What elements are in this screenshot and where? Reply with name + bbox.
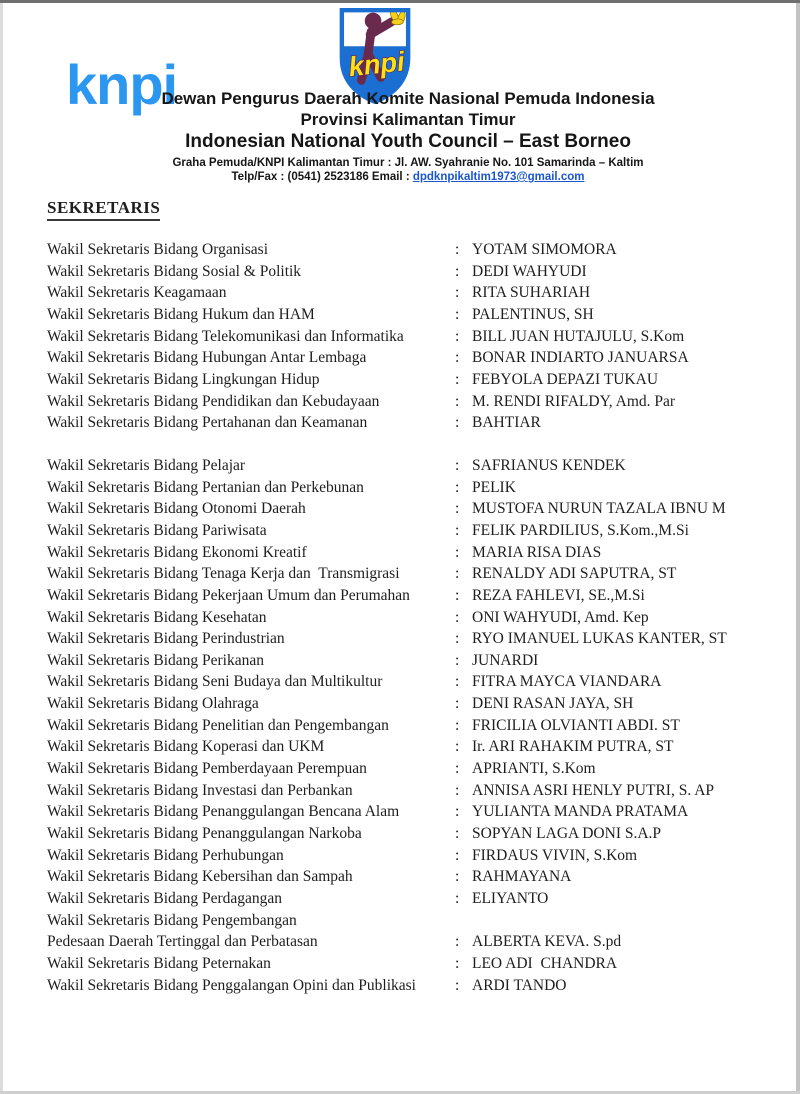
position-label: Wakil Sekretaris Bidang Perikanan	[47, 651, 264, 669]
position-label: Pedesaan Daerah Tertinggal dan Perbatasan	[47, 933, 318, 951]
colon-separator: :	[455, 868, 460, 886]
person-name: ARDI TANDO	[472, 976, 567, 994]
person-name: APRIANTI, S.Kom	[472, 760, 596, 778]
scan-edge-top	[0, 0, 800, 3]
roster-row	[47, 823, 773, 845]
roster-row	[47, 347, 773, 369]
scan-edge-left	[0, 3, 3, 1094]
colon-separator: :	[455, 738, 460, 756]
colon-separator: :	[455, 933, 460, 951]
position-label: Wakil Sekretaris Bidang Tenaga Kerja dan Transmigrasi	[47, 565, 400, 583]
position-label: Wakil Sekretaris Bidang Investasi dan Perbankan	[47, 781, 353, 799]
position-label: Wakil Sekretaris Bidang Penggalangan Opini dan Publikasi	[47, 976, 416, 994]
position-label: Wakil Sekretaris Bidang Perhubungan	[47, 846, 284, 864]
position-label: Wakil Sekretaris Bidang Hukum dan HAM	[47, 305, 315, 323]
colon-separator: :	[455, 284, 460, 302]
position-label: Wakil Sekretaris Bidang Telekomunikasi dan Informatika	[47, 327, 404, 345]
colon-separator: :	[455, 825, 460, 843]
roster-row	[47, 477, 773, 499]
position-label: Wakil Sekretaris Bidang Penanggulangan Bencana Alam	[47, 803, 400, 821]
roster-row	[47, 780, 773, 802]
person-name: FEBYOLA DEPAZI TUKAU	[472, 370, 659, 388]
colon-separator: :	[455, 521, 460, 539]
position-label: Wakil Sekretaris Bidang Olahraga	[47, 695, 259, 713]
roster-group	[47, 455, 773, 996]
roster-row	[47, 585, 773, 607]
shield-knpi-text: knpi	[347, 45, 407, 83]
colon-separator: :	[455, 349, 460, 367]
roster-row	[47, 412, 773, 434]
position-label: Wakil Sekretaris Bidang Ekonomi Kreatif	[47, 543, 307, 561]
position-label: Wakil Sekretaris Bidang Pemberdayaan Perempuan	[47, 760, 367, 778]
colon-separator: :	[455, 630, 460, 648]
position-label: Wakil Sekretaris Bidang Seni Budaya dan Multikultur	[47, 673, 383, 691]
position-label: Wakil Sekretaris Bidang Perdagangan	[47, 890, 283, 908]
roster-row	[47, 693, 773, 715]
colon-separator: :	[455, 370, 460, 388]
person-name: SAFRIANUS KENDEK	[472, 456, 626, 474]
roster-row	[47, 931, 773, 953]
roster-row	[47, 498, 773, 520]
position-label: Wakil Sekretaris Bidang Otonomi Daerah	[47, 500, 306, 518]
colon-separator: :	[455, 543, 460, 561]
org-contact-line	[16, 170, 800, 184]
contact-prefix: Telp/Fax : (0541) 2523186 Email :	[231, 171, 413, 183]
roster-row	[47, 845, 773, 867]
colon-separator: :	[455, 760, 460, 778]
org-name-line3: Indonesian National Youth Council – East Borneo	[185, 131, 631, 152]
person-name: ALBERTA KEVA. S.pd	[472, 933, 622, 951]
person-name: JUNARDI	[472, 651, 539, 669]
colon-separator: :	[455, 651, 460, 669]
roster-row	[47, 369, 773, 391]
roster-row	[47, 953, 773, 975]
person-name: RITA SUHARIAH	[472, 284, 591, 302]
colon-separator: :	[455, 716, 460, 734]
roster-group	[47, 239, 773, 434]
person-name: BILL JUAN HUTAJULU, S.Kom	[472, 327, 685, 345]
position-label: Wakil Sekretaris Bidang Pertanian dan Perkebunan	[47, 478, 364, 496]
person-name: Ir. ARI RAHAKIM PUTRA, ST	[472, 738, 674, 756]
person-name: RENALDY ADI SAPUTRA, ST	[472, 565, 677, 583]
person-name: RYO IMANUEL LUKAS KANTER, ST	[472, 630, 727, 648]
colon-separator: :	[455, 695, 460, 713]
colon-separator: :	[455, 803, 460, 821]
roster-row	[47, 607, 773, 629]
position-label: Wakil Sekretaris Bidang Hubungan Antar Lembaga	[47, 349, 367, 367]
colon-separator: :	[455, 414, 460, 432]
roster-row	[47, 671, 773, 693]
colon-separator: :	[455, 890, 460, 908]
roster-row	[47, 975, 773, 997]
org-name-line2: Provinsi Kalimantan Timur	[300, 110, 516, 129]
roster-row	[47, 715, 773, 737]
roster-row	[47, 326, 773, 348]
person-name: BAHTIAR	[472, 414, 541, 432]
position-label: Wakil Sekretaris Bidang Kebersihan dan Sampah	[47, 868, 353, 886]
roster-row	[47, 888, 773, 910]
colon-separator: :	[455, 456, 460, 474]
person-name: FELIK PARDILIUS, S.Kom.,M.Si	[472, 521, 689, 539]
position-label: Wakil Sekretaris Keagamaan	[47, 284, 227, 302]
person-name: ONI WAHYUDI, Amd. Kep	[472, 608, 649, 626]
colon-separator: :	[455, 955, 460, 972]
person-name: SOPYAN LAGA DONI S.A.P	[472, 825, 662, 843]
position-label: Wakil Sekretaris Bidang Penanggulangan Narkoba	[47, 825, 362, 843]
position-label: Wakil Sekretaris Bidang Pengembangan	[47, 911, 297, 929]
colon-separator: :	[455, 305, 460, 323]
person-name: REZA FAHLEVI, SE.,M.Si	[472, 586, 645, 604]
knpi-wordmark: knpi	[66, 53, 178, 116]
person-name: FRICILIA OLVIANTI ABDI. ST	[472, 716, 680, 734]
roster-row	[47, 391, 773, 413]
position-label: Wakil Sekretaris Bidang Pendidikan dan Kebudayaan	[47, 392, 380, 410]
colon-separator: :	[455, 673, 460, 691]
colon-separator: :	[455, 608, 460, 626]
position-label: Wakil Sekretaris Bidang Kesehatan	[47, 608, 267, 626]
roster-row	[47, 261, 773, 283]
letterhead	[16, 88, 800, 184]
roster-row	[47, 866, 773, 888]
roster-row	[47, 455, 773, 477]
roster-row	[47, 304, 773, 326]
roster-row	[47, 736, 773, 758]
person-name: RAHMAYANA	[472, 868, 572, 886]
position-label: Wakil Sekretaris Bidang Perindustrian	[47, 630, 285, 648]
colon-separator: :	[455, 327, 460, 345]
person-name: DEDI WAHYUDI	[472, 262, 587, 280]
roster-row	[47, 628, 773, 650]
colon-separator: :	[455, 976, 460, 994]
person-name: ELIYANTO	[472, 890, 549, 908]
position-label: Wakil Sekretaris Bidang Lingkungan Hidup	[47, 370, 320, 388]
colon-separator: :	[455, 392, 460, 410]
colon-separator: :	[455, 262, 460, 280]
roster-row	[47, 650, 773, 672]
person-name: ANNISA ASRI HENLY PUTRI, S. AP	[472, 781, 715, 799]
position-label: Wakil Sekretaris Bidang Sosial & Politik	[47, 262, 302, 280]
position-label: Wakil Sekretaris Bidang Penelitian dan Pengembangan	[47, 716, 389, 734]
roster-row	[47, 282, 773, 304]
person-name: PELIK	[472, 478, 516, 496]
person-name: M. RENDI RIFALDY, Amd. Par	[472, 392, 676, 410]
person-name: FITRA MAYCA VIANDARA	[472, 673, 662, 691]
person-name: MARIA RISA DIAS	[472, 543, 602, 561]
position-label: Wakil Sekretaris Bidang Pelajar	[47, 456, 246, 474]
position-label: Wakil Sekretaris Bidang Peternakan	[47, 955, 271, 972]
person-name: YOTAM SIMOMORA	[472, 241, 617, 258]
roster-row	[47, 910, 773, 932]
section-title-sekretaris: SEKRETARIS	[47, 198, 160, 221]
roster-row	[47, 758, 773, 780]
person-name: FIRDAUS VIVIN, S.Kom	[472, 846, 638, 864]
email-link[interactable]: dpdknpikaltim1973@gmail.com	[412, 171, 585, 183]
position-label: Wakil Sekretaris Bidang Koperasi dan UKM	[47, 738, 325, 756]
roster-row	[47, 239, 773, 261]
colon-separator: :	[455, 241, 460, 258]
position-label: Wakil Sekretaris Bidang Pariwisata	[47, 521, 267, 539]
roster-row	[47, 520, 773, 542]
roster-row	[47, 542, 773, 564]
org-name-line1: Dewan Pengurus Daerah Komite Nasional Pemuda Indonesia	[161, 89, 655, 108]
position-label: Wakil Sekretaris Bidang Pertahanan dan Keamanan	[47, 414, 368, 432]
person-name: YULIANTA MANDA PRATAMA	[472, 803, 689, 821]
position-label: Wakil Sekretaris Bidang Pekerjaan Umum dan Perumahan	[47, 586, 410, 604]
roster-row	[47, 563, 773, 585]
colon-separator: :	[455, 500, 460, 518]
colon-separator: :	[455, 781, 460, 799]
person-name: PALENTINUS, SH	[472, 305, 594, 323]
person-name: LEO ADI CHANDRA	[472, 955, 618, 972]
roster-row	[47, 801, 773, 823]
position-label: Wakil Sekretaris Bidang Organisasi	[47, 241, 269, 258]
person-name: DENI RASAN JAYA, SH	[472, 695, 634, 713]
colon-separator: :	[455, 586, 460, 604]
colon-separator: :	[455, 478, 460, 496]
colon-separator: :	[455, 565, 460, 583]
roster-list	[47, 239, 773, 1017]
org-address: Graha Pemuda/KNPI Kalimantan Timur : Jl. AW. Syahranie No. 101 Samarinda – Kaltim	[172, 157, 644, 169]
person-name: MUSTOFA NURUN TAZALA IBNU M	[472, 500, 726, 518]
colon-separator: :	[455, 846, 460, 864]
person-name: BONAR INDIARTO JANUARSA	[472, 349, 689, 367]
